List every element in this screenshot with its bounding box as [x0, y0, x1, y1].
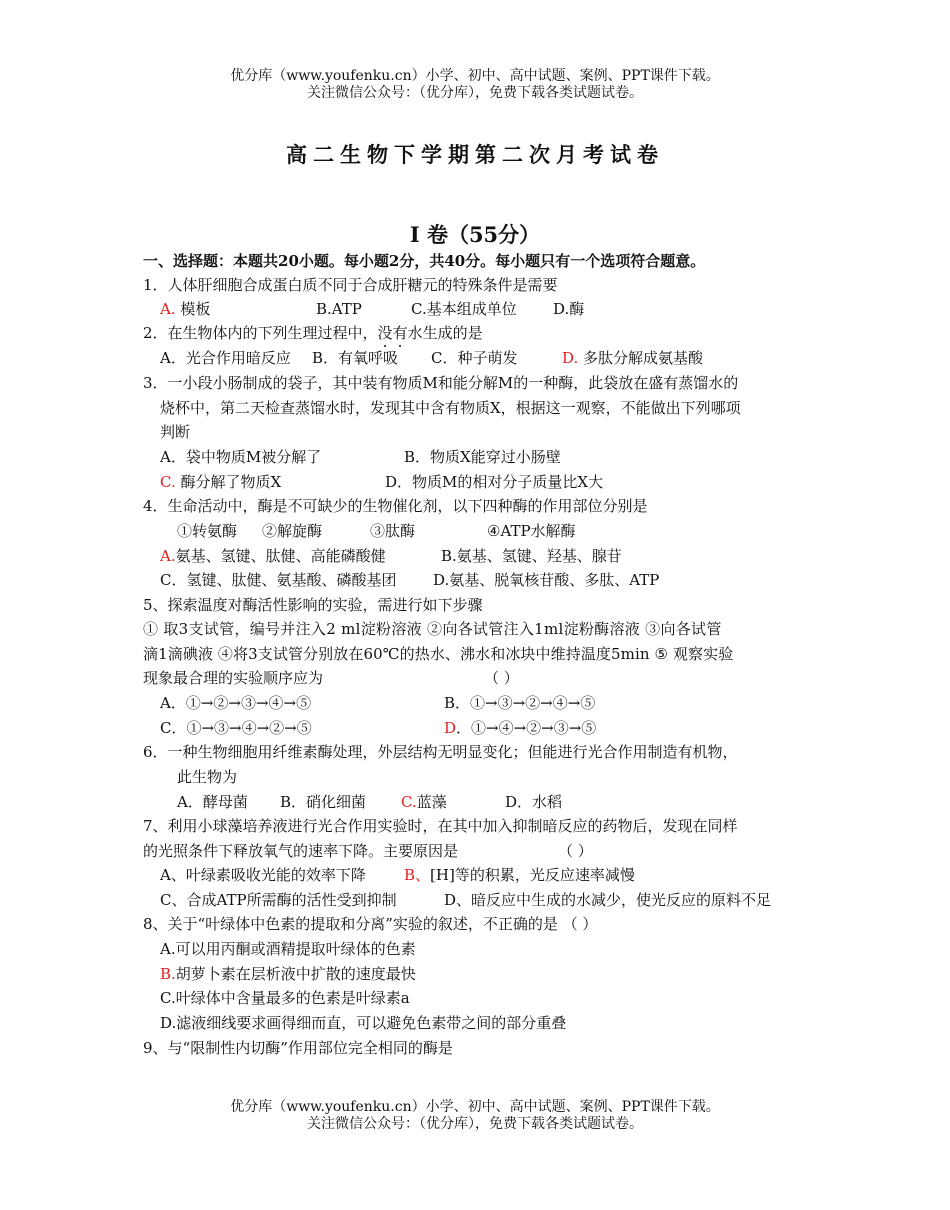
q2-option-a: A．光合作用暗反应	[160, 349, 291, 367]
q3-c-text: 酶分解了物质X	[180, 473, 282, 491]
q2-d-text: 多肽分解成氨基酸	[583, 349, 704, 367]
q4-option-b: B.氨基、氢键、羟基、腺苷	[441, 547, 622, 565]
q2-stem-emphasis-2: 有	[392, 324, 408, 342]
q6-stem-line-1: 6．一种生物细胞用纤维素酶处理，外层结构无明显变化；但能进行光合作用制造有机物，	[143, 743, 738, 761]
q3-stem-line-1: 3．一小段小肠制成的袋子，其中装有物质M和能分解M的一种酶，此袋放在盛有蒸馏水的	[143, 374, 739, 392]
q8-b-letter: B.	[160, 965, 176, 983]
q7-b-text: [H]等的积累，光反应速率减慢	[430, 866, 635, 884]
q5-steps-line-1: ① 取3支试管，编号并注入2 ml淀粉溶液 ②向各试管注入1ml淀粉酶溶液 ③向各试管	[143, 620, 722, 638]
q4-stem: 4．生命活动中，酶是不可缺少的生物催化剂，以下四种酶的作用部位分别是	[143, 497, 648, 515]
q3-stem-line-3: 判断	[160, 423, 191, 441]
q3-c-letter: C.	[160, 473, 176, 491]
q6-c-letter: C.	[401, 793, 417, 811]
q2-option-c: C．种子萌发	[431, 349, 518, 367]
q3-option-b: B．物质X能穿过小肠壁	[404, 448, 561, 466]
q9-stem: 9、与“限制性内切酶”作用部位完全相同的酶是	[143, 1039, 453, 1057]
q5-option-d	[444, 718, 596, 738]
q5-option-a: A．①→②→③→④→⑤	[160, 694, 312, 712]
footer-line-1: 优分库（www.youfenku.cn）小学、初中、高中试题、案例、PPT课件下载。	[230, 1099, 720, 1115]
q7-b-letter: B、	[404, 866, 431, 884]
q3-option-d: D．物质M的相对分子质量比X大	[385, 473, 604, 491]
q5-d-letter: D	[444, 719, 457, 737]
q6-c-text: 蓝藻	[416, 793, 447, 811]
q5-steps-line-3: 现象最合理的实验顺序应为	[143, 669, 324, 687]
q8-stem: 8、关于“叶绿体中色素的提取和分离”实验的叙述，不正确的是 （ ）	[143, 915, 598, 933]
q5-option-c: C．①→③→④→②→⑤	[160, 719, 312, 737]
q3-option-c	[160, 472, 281, 492]
q4-a-letter: A.	[160, 547, 176, 565]
q2-stem-post: 水生成的是	[407, 324, 483, 342]
q8-b-text: 胡萝卜素在层析液中扩散的速度最快	[175, 965, 416, 983]
q2-option-d	[562, 348, 703, 368]
page-title: 高二生物下学期第二次月考试卷	[286, 142, 664, 167]
q4-enzyme-4: ④ATP水解酶	[487, 522, 576, 540]
q7-option-b	[404, 865, 635, 885]
q1-stem: 1．人体肝细胞合成蛋白质不同于合成肝糖元的特殊条件是需要	[143, 276, 558, 294]
q2-d-letter: D.	[562, 349, 579, 367]
q1-option-c: C.基本组成单位	[411, 300, 517, 318]
section-heading: 一、选择题：本题共20小题。每小题2分，共40分。每小题只有一个选项符合题意。	[143, 252, 706, 270]
q2-stem-emphasis-1: 没	[377, 324, 393, 342]
q8-option-b	[160, 964, 416, 984]
q6-option-d: D．水稻	[505, 793, 563, 811]
q4-option-a	[160, 546, 386, 566]
q6-option-c	[401, 792, 447, 812]
q7-answer-paren: （ ）	[558, 842, 593, 860]
q4-enzyme-2: ②解旋酶	[262, 522, 323, 540]
q2-option-b: B．有氧呼吸	[312, 349, 399, 367]
header-line-2: 关注微信公众号：（优分库），免费下载各类试题试卷。	[307, 85, 643, 101]
q2-stem	[143, 323, 483, 343]
q7-option-c: C、合成ATP所需酶的活性受到抑制	[160, 891, 397, 909]
q1-a-text: 模板	[180, 300, 211, 318]
q4-enzyme-3: ③肽酶	[370, 522, 416, 540]
q4-option-c: C．氢键、肽健、氨基酸、磷酸基团	[160, 571, 397, 589]
q5-steps-line-2: 滴1滴碘液 ④将3支试管分别放在60℃的热水、沸水和冰块中维持温度5min ⑤ 观察实验	[143, 645, 734, 663]
q7-stem-line-2: 的光照条件下释放氧气的速率下降。主要原因是	[143, 842, 459, 860]
q6-stem-line-2: 此生物为	[177, 768, 238, 786]
q1-a-letter: A.	[160, 300, 176, 318]
q7-option-d: D、暗反应中生成的水减少，使光反应的原料不足	[444, 891, 772, 909]
q4-a-text: 氨基、氢键、肽健、高能磷酸健	[175, 547, 386, 565]
q5-stem: 5、探索温度对酶活性影响的实验，需进行如下步骤	[143, 596, 483, 614]
q6-option-a: A．酵母菌	[177, 793, 248, 811]
q1-option-a	[160, 299, 210, 319]
q8-option-c: C.叶绿体中含量最多的色素是叶绿素a	[160, 989, 410, 1007]
q3-stem-line-2: 烧杯中，第二天检查蒸馏水时，发现其中含有物质X，根据这一观察，不能做出下列哪项	[160, 399, 741, 417]
q7-stem-line-1: 7、利用小球藻培养液进行光合作用实验时，在其中加入抑制暗反应的药物后，发现在同样	[143, 817, 738, 835]
q4-option-d: D.氨基、脱氧核苷酸、多肽、ATP	[433, 571, 660, 589]
q3-option-a: A．袋中物质M被分解了	[160, 448, 322, 466]
footer-line-2: 关注微信公众号：（优分库），免费下载各类试题试卷。	[307, 1116, 643, 1132]
q4-enzyme-1: ①转氨酶	[177, 522, 238, 540]
q5-answer-paren: （ ）	[484, 669, 519, 687]
q1-option-b: B.ATP	[316, 300, 362, 318]
q7-option-a: A、叶绿素吸收光能的效率下降	[160, 866, 366, 884]
q5-d-text: ．①→④→②→③→⑤	[456, 719, 597, 737]
q8-option-a: A.可以用丙酮或酒精提取叶绿体的色素	[160, 940, 416, 958]
q2-stem-pre: 2．在生物体内的下列生理过程中，	[143, 324, 378, 342]
q6-option-b: B．硝化细菌	[280, 793, 367, 811]
volume-heading: Ⅰ 卷（55分）	[409, 222, 541, 247]
header-line-1: 优分库（www.youfenku.cn）小学、初中、高中试题、案例、PPT课件下载。	[230, 68, 720, 84]
q8-option-d: D.滤液细线要求画得细而直，可以避免色素带之间的部分重叠	[160, 1014, 567, 1032]
q5-option-b: B．①→③→②→④→⑤	[444, 694, 596, 712]
q1-option-d: D.酶	[553, 300, 585, 318]
